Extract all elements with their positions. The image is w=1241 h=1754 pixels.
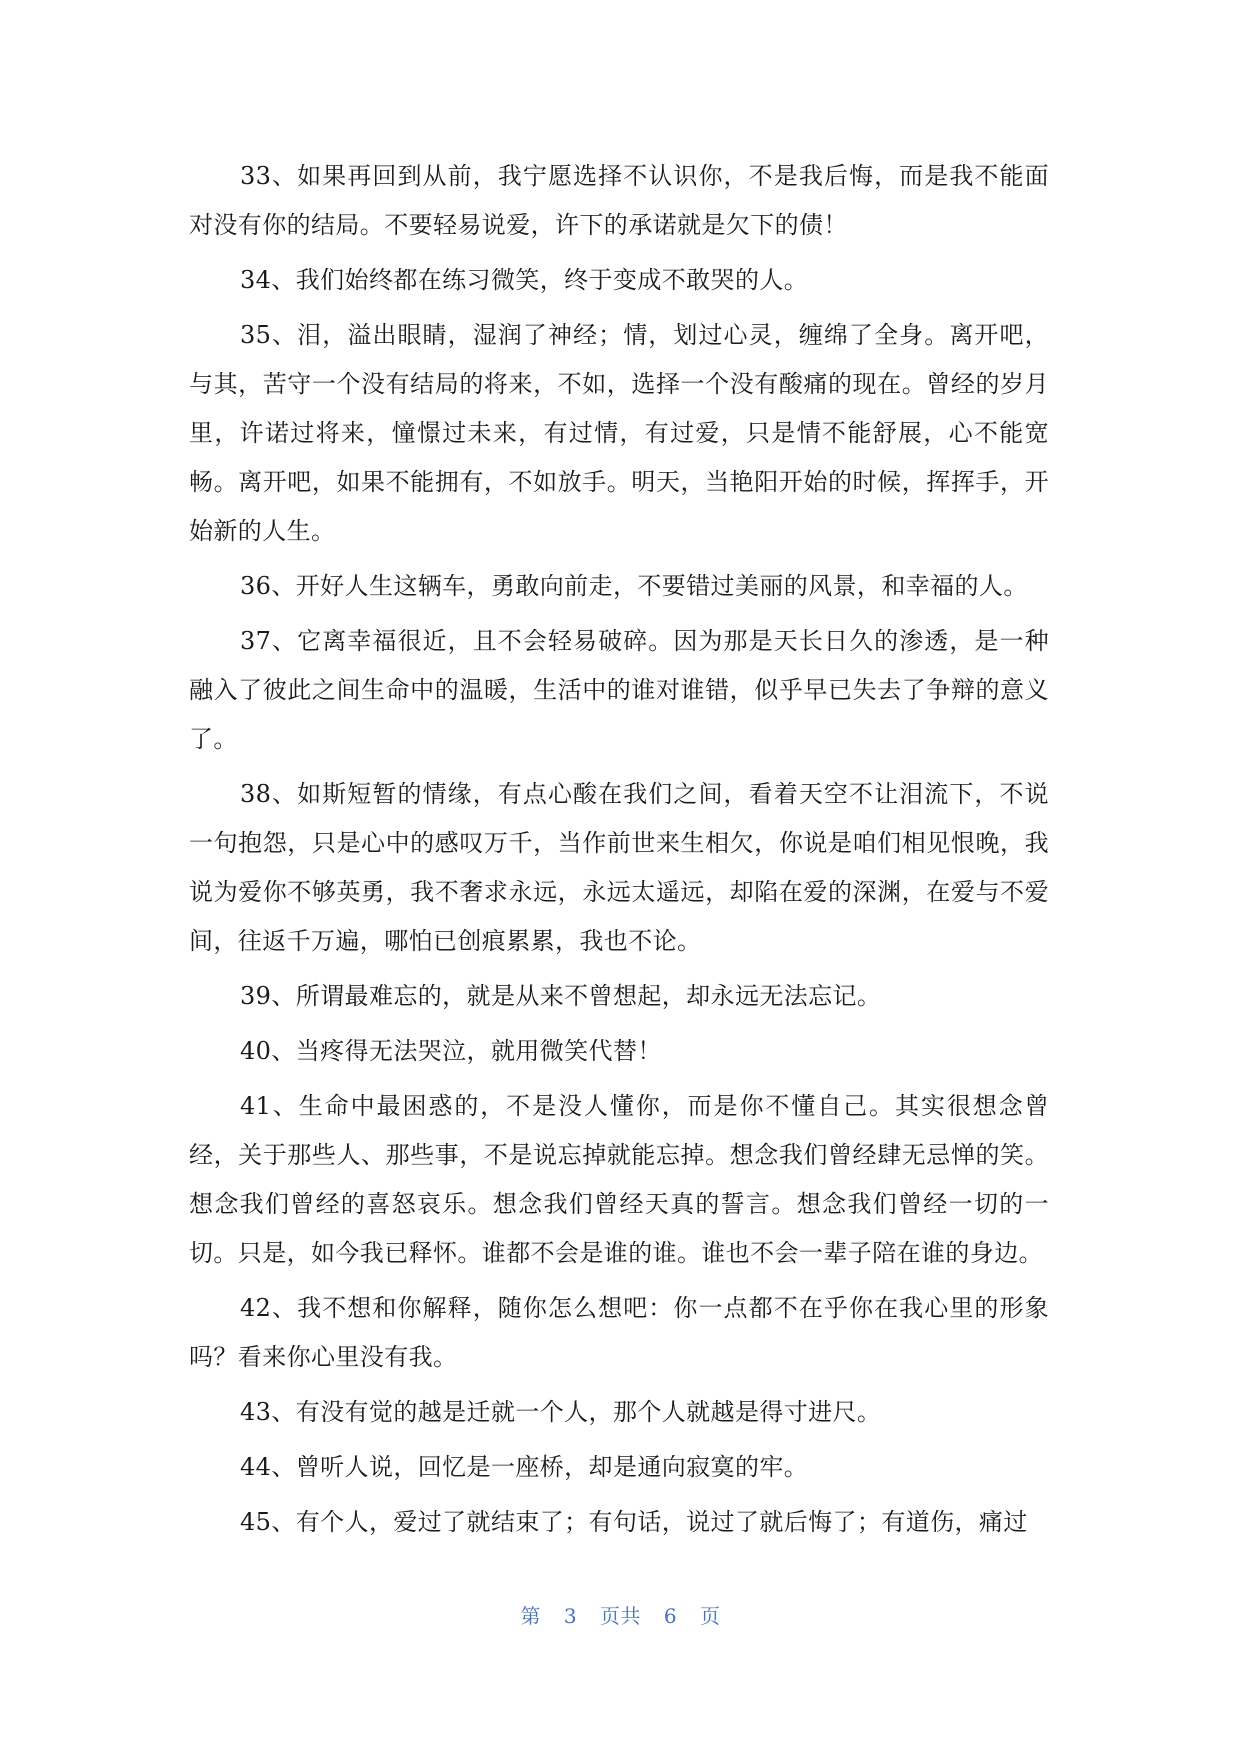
paragraph-37: 37、它离幸福很近，且不会轻易破碎。因为那是天长日久的渗透，是一种融入了彼此之间生命中的温暖，生活中的谁对谁错，似乎早已失去了争辩的意义了。 bbox=[189, 627, 1049, 753]
paragraph-40: 40、当疼得无法哭泣，就用微笑代替！ bbox=[240, 1037, 662, 1065]
footer-total-pages: 6 bbox=[663, 1604, 678, 1628]
page-footer bbox=[0, 1600, 1241, 1629]
paragraph-45: 45、有个人，爱过了就结束了；有句话，说过了就后悔了；有道伤，痛过 bbox=[240, 1508, 1028, 1536]
document-body bbox=[189, 152, 1049, 1553]
paragraph-42: 42、我不想和你解释，随你怎么想吧：你一点都不在乎你在我心里的形象吗？看来你心里没有我。 bbox=[189, 1294, 1049, 1371]
paragraph-41: 41、生命中最困惑的，不是没人懂你，而是你不懂自己。其实很想念曾经，关于那些人、那些事，不是说忘掉就能忘掉。想念我们曾经肆无忌惮的笑。想念我们曾经的喜怒哀乐。想念我们曾经天真的誓言。想念我们曾经一切的一切。只是，如今我已释怀。谁都不会是谁的谁。谁也不会一辈子陪在谁的身边。 bbox=[189, 1092, 1049, 1267]
paragraph-35: 35、泪，溢出眼睛，湿润了神经；情，划过心灵，缠绵了全身。离开吧，与其，苦守一个没有结局的将来，不如，选择一个没有酸痛的现在。曾经的岁月里，许诺过将来，憧憬过未来，有过情，有过爱，只是情不能舒展，心不能宽畅。离开吧，如果不能拥有，不如放手。明天，当艳阳开始的时候，挥挥手，开始新的人生。 bbox=[189, 321, 1049, 545]
footer-middle: 页共 bbox=[600, 1604, 641, 1628]
paragraph-36: 36、开好人生这辆车，勇敢向前走，不要错过美丽的风景，和幸福的人。 bbox=[240, 572, 1028, 600]
paragraph-44: 44、曾听人说，回忆是一座桥，却是通向寂寞的牢。 bbox=[240, 1453, 809, 1481]
footer-suffix: 页 bbox=[699, 1604, 721, 1628]
footer-prefix: 第 bbox=[520, 1604, 542, 1628]
paragraph-34: 34、我们始终都在练习微笑，终于变成不敢哭的人。 bbox=[240, 266, 809, 294]
footer-current-page: 3 bbox=[563, 1604, 578, 1628]
paragraph-33: 33、如果再回到从前，我宁愿选择不认识你，不是我后悔，而是我不能面对没有你的结局。不要轻易说爱，许下的承诺就是欠下的债！ bbox=[189, 162, 1049, 239]
paragraph-38: 38、如斯短暂的情缘，有点心酸在我们之间，看着天空不让泪流下，不说一句抱怨，只是心中的感叹万千，当作前世来生相欠，你说是咱们相见恨晚，我说为爱你不够英勇，我不奢求永远，永远太遥远，却陷在爱的深渊，在爱与不爱间，往返千万遍，哪怕已创痕累累，我也不论。 bbox=[189, 780, 1049, 955]
paragraph-39: 39、所谓最难忘的，就是从来不曾想起，却永远无法忘记。 bbox=[240, 982, 882, 1010]
paragraph-43: 43、有没有觉的越是迁就一个人，那个人就越是得寸进尺。 bbox=[240, 1398, 882, 1426]
